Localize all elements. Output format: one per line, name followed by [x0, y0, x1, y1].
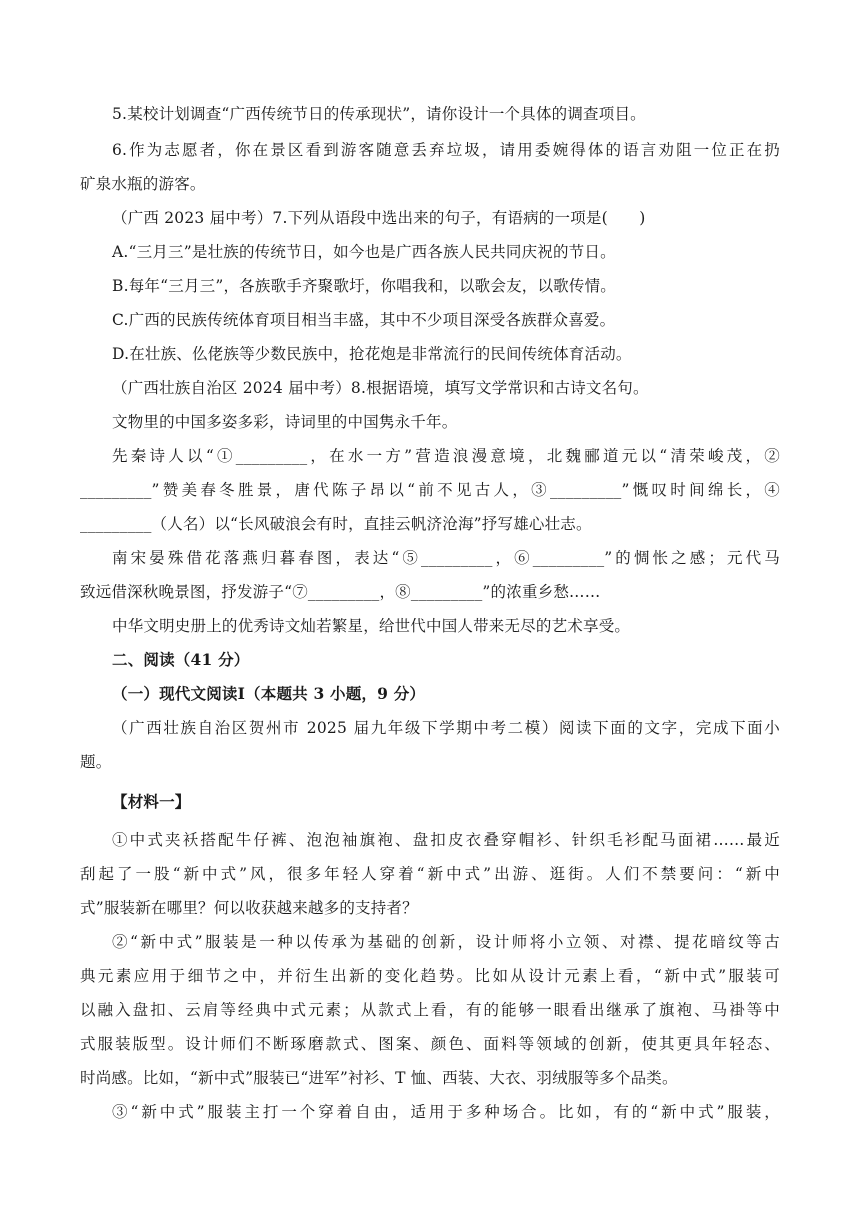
question-7-stem: （广西 2023 届中考）7.下列从语段中选出来的句子，有语病的一项是( ) — [112, 209, 646, 227]
material-para1-line3: 式”服装新在哪里？何以收获越来越多的支持者？ — [80, 899, 418, 917]
material-para2-line4: 式服装版型。设计师们不断琢磨款式、图案、颜色、面料等领域的创新，使其更具年轻态、 — [80, 1035, 780, 1053]
material-para1-line1: ①中式夹袄搭配牛仔裤、泡泡袖旗袍、盘扣皮衣叠穿帽衫、针织毛衫配马面裙……最近 — [112, 831, 780, 849]
material-para3-line1: ③“新中式”服装主打一个穿着自由，适用于多种场合。比如，有的“新中式”服装， — [112, 1103, 780, 1121]
question-6-line-1: 6.作为志愿者，你在景区看到游客随意丢弃垃圾，请用委婉得体的语言劝阻一位正在扔 — [112, 141, 780, 159]
material-para2-line3: 以融入盘扣、云肩等经典中式元素；从款式上看，有的能够一眼看出继承了旗袍、马褂等中 — [80, 1001, 780, 1019]
option-d: D.在壮族、仫佬族等少数民族中，抢花炮是非常流行的民间传统体育活动。 — [112, 345, 632, 363]
section-reading-heading: 二、阅读（41 分） — [112, 650, 250, 669]
question-6-line-2: 矿泉水瓶的游客。 — [80, 175, 206, 193]
reading-source-line2: 题。 — [80, 753, 112, 771]
question-8-para1-line1: 先秦诗人以“①_________，在水一方”营造浪漫意境，北魏郦道元以“清荣峻茂，② — [112, 447, 780, 465]
question-8-intro: 文物里的中国多姿多彩，诗词里的中国隽永千年。 — [112, 413, 458, 431]
material-para2-line5: 时尚感。比如，“新中式”服装已“进军”衬衫、T 恤、西装、大衣、羽绒服等多个品类。 — [80, 1069, 678, 1087]
material-para2-line2: 典元素应用于细节之中，并衍生出新的变化趋势。比如从设计元素上看，“新中式”服装可 — [80, 967, 780, 985]
question-8-stem: （广西壮族自治区 2024 届中考）8.根据语境，填写文学常识和古诗文名句。 — [112, 379, 649, 397]
question-5: 5.某校计划调查“广西传统节日的传承现状”，请你设计一个具体的调查项目。 — [112, 105, 646, 123]
material-para1-line2: 刮起了一股“新中式”风，很多年轻人穿着“新中式”出游、逛街。人们不禁要问：“新中 — [80, 865, 780, 883]
option-c: C.广西的民族传统体育项目相当丰盛，其中不少项目深受各族群众喜爱。 — [112, 311, 616, 329]
reading-source-line1: （广西壮族自治区贺州市 2025 届九年级下学期中考二模）阅读下面的文字，完成下面小 — [112, 719, 780, 737]
subsection-modern-reading-heading: （一）现代文阅读Ⅰ（本题共 3 小题，9 分） — [112, 684, 426, 703]
material-one-heading: 【材料一】 — [112, 792, 191, 811]
material-para2-line1: ②“新中式”服装是一种以传承为基础的创新，设计师将小立领、对襟、提花暗纹等古 — [112, 933, 780, 951]
option-a: A.“三月三”是壮族的传统节日，如今也是广西各族人民共同庆祝的节日。 — [112, 243, 616, 261]
question-8-para1-line2: _________”赞美春冬胜景，唐代陈子昂以“前不见古人，③_________”慨叹时间绵长，④ — [80, 481, 780, 499]
option-b: B.每年“三月三”，各族歌手齐聚歌圩，你唱我和，以歌会友，以歌传情。 — [112, 277, 616, 295]
question-8-closing: 中华文明史册上的优秀诗文灿若繁星，给世代中国人带来无尽的艺术享受。 — [112, 617, 631, 635]
question-8-para2-line1: 南宋晏殊借花落燕归暮春图，表达“⑤_________，⑥_________”的惆怅之感；元代马 — [112, 549, 780, 567]
question-8-para1-line3: _________（人名）以“长风破浪会有时，直挂云帆济沧海”抒写雄心壮志。 — [80, 515, 592, 533]
question-8-para2-line2: 致远借深秋晚景图，抒发游子“⑦_________，⑧_________”的浓重乡愁…… — [80, 583, 601, 601]
